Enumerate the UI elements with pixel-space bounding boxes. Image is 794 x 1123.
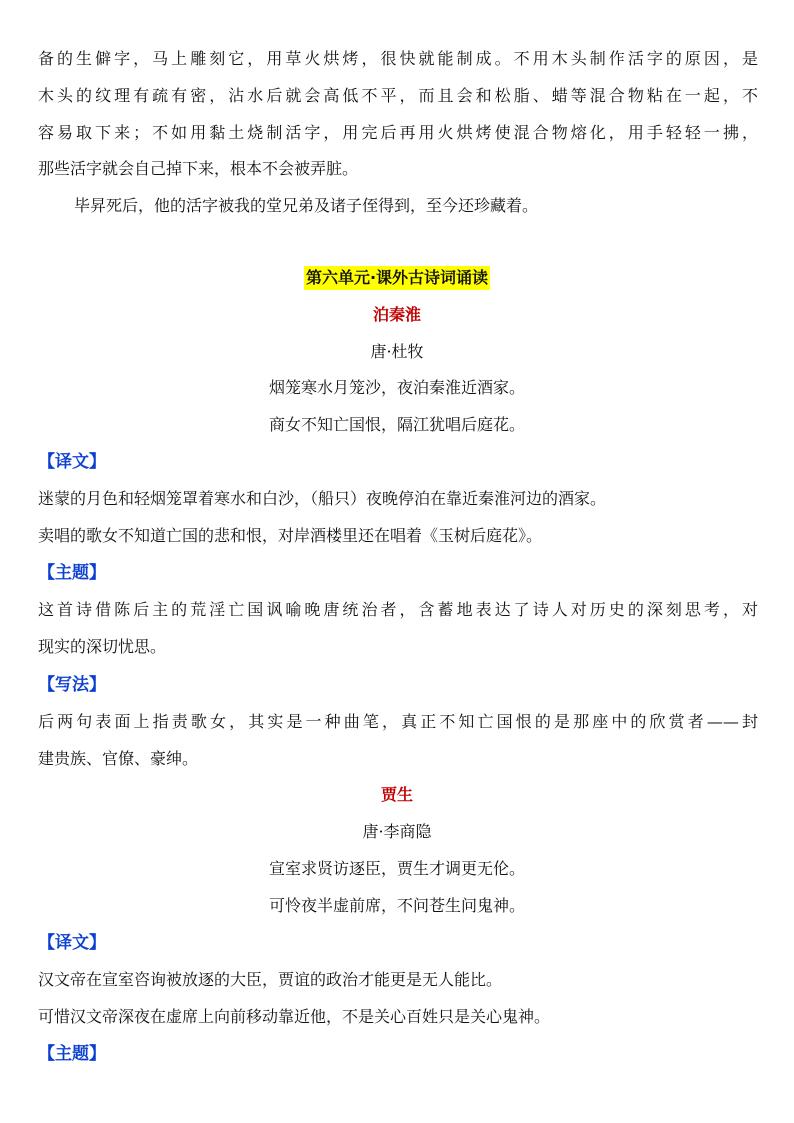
- poem1-translation-label: 【译文】: [38, 452, 106, 472]
- poem1-title: 泊秦淮: [372, 305, 421, 324]
- poem1-translation-1: 迷蒙的月色和轻烟笼罩着寒水和白沙，（船只）夜晚停泊在靠近秦淮河边的酒家。: [38, 489, 607, 508]
- intro-line-3: 容易取下来；不如用黏土烧制活字，用完后再用火烘烤使混合物熔化，用手轻轻一拂，: [38, 123, 758, 142]
- poem1-theme-2: 现实的深切忧思。: [38, 637, 167, 656]
- poem1-translation-2: 卖唱的歌女不知道亡国的悲和恨，对岸酒楼里还在唱着《玉树后庭花》。: [38, 526, 543, 545]
- poem2-translation-1: 汉文帝在宣室咨询被放逐的大臣，贾谊的政治才能更是无人能比。: [38, 970, 503, 989]
- poem2-line-2: 可怜夜半虚前席，不问苍生问鬼神。: [268, 896, 525, 915]
- poem1-author: 唐·杜牧: [370, 342, 424, 361]
- unit-heading-row: [0, 266, 794, 290]
- poem2-translation-label: 【译文】: [38, 933, 106, 953]
- intro-line-1: 备的生僻字，马上雕刻它，用草火烘烤，很快就能制成。不用木头制作活字的原因，是: [38, 49, 758, 68]
- poem1-line-1: 烟笼寒水月笼沙，夜泊秦淮近酒家。: [268, 378, 525, 397]
- poem1-method-2: 建贵族、官僚、豪绅。: [38, 749, 199, 768]
- poem2-line-1: 宣室求贤访逐臣，贾生才调更无伦。: [268, 859, 525, 878]
- poem2-translation-2: 可惜汉文帝深夜在虚席上向前移动靠近他，不是关心百姓只是关心鬼神。: [38, 1007, 551, 1026]
- poem2-title: 贾生: [380, 785, 413, 804]
- poem1-method-label: 【写法】: [38, 675, 106, 695]
- poem1-theme-label: 【主题】: [38, 563, 106, 583]
- unit-heading: 第六单元·课外古诗词诵读: [304, 266, 490, 290]
- poem1-theme-1: 这首诗借陈后主的荒淫亡国讽喻晚唐统治者，含蓄地表达了诗人对历史的深刻思考，对: [38, 600, 758, 619]
- poem1-line-2: 商女不知亡国恨，隔江犹唱后庭花。: [268, 415, 525, 434]
- intro-line-2: 木头的纹理有疏有密，沾水后就会高低不平，而且会和松脂、蜡等混合物粘在一起，不: [38, 86, 758, 105]
- intro-line-4: 那些活字就会自己掉下来，根本不会被弄脏。: [38, 159, 359, 178]
- poem2-theme-label: 【主题】: [38, 1044, 106, 1064]
- poem2-author: 唐·李商隐: [362, 822, 432, 841]
- intro-closing: 毕昇死后，他的活字被我的堂兄弟及诸子侄得到，至今还珍藏着。: [74, 196, 539, 215]
- poem1-method-1: 后两句表面上指责歌女，其实是一种曲笔，真正不知亡国恨的是那座中的欣赏者——封: [38, 712, 758, 731]
